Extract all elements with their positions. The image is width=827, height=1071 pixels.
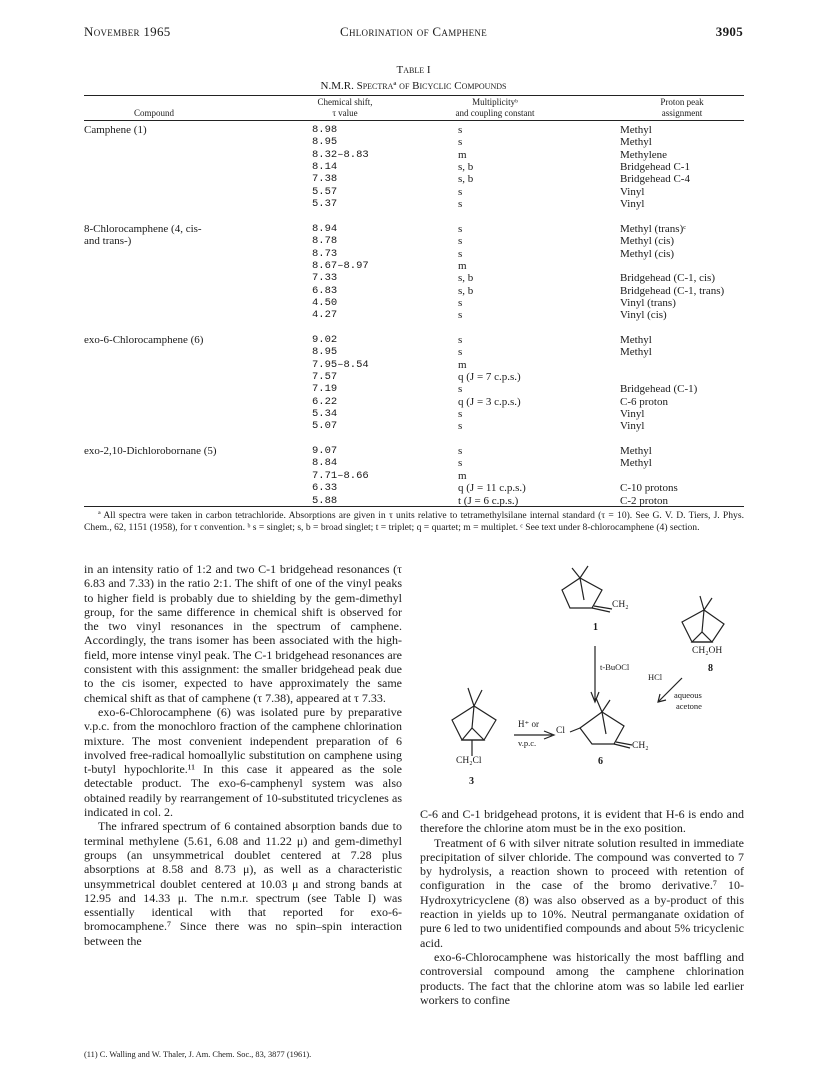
- table-row: [84, 334, 744, 347]
- page-number: 3905: [715, 24, 743, 39]
- cell-assignment: Methyl (cis): [620, 247, 675, 260]
- cell-multiplicity: s: [458, 296, 463, 309]
- scheme-label-ch2-top: CH₂: [612, 600, 629, 610]
- cell-chemical-shift: 6.83: [312, 284, 338, 297]
- table-row: [84, 408, 744, 421]
- cell-assignment: Methyl: [620, 445, 652, 458]
- table-row: [84, 198, 744, 211]
- cell-assignment: Bridgehead (C-1, cis): [620, 272, 715, 285]
- reaction-scheme: [412, 560, 748, 805]
- cell-assignment: Vinyl: [620, 408, 645, 421]
- table-title: N.M.R. Spectraª of Bicyclic Compounds: [320, 80, 507, 92]
- cell-multiplicity: s: [458, 198, 463, 211]
- table-row: [84, 173, 744, 186]
- left-column-text: [84, 562, 402, 948]
- cell-compound: 8-Chlorocamphene (4, cis-: [84, 222, 202, 235]
- scheme-reagent-vpc: v.p.c.: [518, 738, 537, 748]
- cell-chemical-shift: 8.67–8.97: [312, 259, 369, 272]
- scheme-label-ch2oh: CH₂OH: [692, 646, 723, 656]
- cell-chemical-shift: 8.84: [312, 457, 338, 470]
- cell-assignment: Methyl (cis): [620, 235, 675, 248]
- cell-chemical-shift: 7.71–8.66: [312, 469, 369, 482]
- cell-chemical-shift: 7.57: [312, 371, 338, 383]
- cell-multiplicity: q (J = 11 c.p.s.): [458, 482, 526, 495]
- paragraph: in an intensity ratio of 1:2 and two C-1 bridgehead resonances (τ 6.83 and 7.33) in the ratio 2:1. The shift of one of the vinyl peaks to higher field is probably due to shielding by the gem-dimethyl group, for the same difference in chemical shift is observed for the two vinyl resonances in the spectrum of camphene. Accordingly, the trans isomer has been associated with the high-field, more intense vinyl peak. The C-1 bridgehead resonances are consistent with this assignment: the smaller bridgehead peak due to the cis isomer, expected to have approximately the same chemical shift as that of camphene (τ 7.38), appeared at τ 7.33.: [84, 562, 402, 705]
- scheme-label-cl: Cl: [556, 726, 565, 736]
- cell-assignment: Methylene: [620, 148, 668, 161]
- cell-assignment: Vinyl: [620, 198, 645, 211]
- cell-multiplicity: s, b: [458, 284, 474, 297]
- cell-chemical-shift: 8.73: [312, 247, 338, 260]
- cell-assignment: C-2 proton: [620, 494, 668, 507]
- cell-chemical-shift: 5.07: [312, 420, 338, 433]
- cell-compound: exo-6-Chlorocamphene (6): [84, 333, 204, 346]
- table-row: [84, 223, 744, 236]
- cell-multiplicity: s: [458, 457, 463, 470]
- compound-number-6: 6: [598, 756, 603, 767]
- right-column-text: [420, 807, 744, 1007]
- table-row: [84, 433, 744, 446]
- cell-assignment: Bridgehead (C-1): [620, 383, 698, 396]
- table-row: [84, 359, 744, 372]
- paragraph: Treatment of 6 with silver nitrate solution resulted in immediate precipitation of silver chloride. The compound was converted to 7 by hydrolysis, a reaction shown to proceed with retention of configuration in the case of the bromo derivative.⁷ 10-Hydroxytricyclene (8) was also observed as a by-product of this reaction in yields up to 10%. Neutral permanganate oxidation of pure 6 led to two unidentified compounds and about 5% tricyclenic acid.: [420, 835, 744, 950]
- table-row: [84, 346, 744, 359]
- cell-multiplicity: m: [458, 358, 467, 371]
- table-row: [84, 235, 744, 248]
- cell-multiplicity: s: [458, 346, 463, 359]
- cell-chemical-shift: 4.50: [312, 296, 338, 309]
- col-head-mult-line1: Multiplicityᵇ: [472, 97, 518, 107]
- table-row: [84, 210, 744, 223]
- compound-number-1: 1: [593, 622, 598, 633]
- table-top-rule: [84, 95, 744, 96]
- cell-compound: and trans-): [84, 235, 132, 248]
- cell-multiplicity: s: [458, 185, 463, 198]
- table-row: [84, 445, 744, 458]
- col-head-mult-line2: and coupling constant: [455, 108, 535, 118]
- cell-assignment: Vinyl: [620, 185, 645, 198]
- cell-multiplicity: s, b: [458, 161, 474, 174]
- col-head-assign-line1: Proton peak: [660, 97, 704, 107]
- table-row: [84, 124, 744, 137]
- cell-assignment: C-6 proton: [620, 395, 668, 408]
- table-row: [84, 470, 744, 483]
- col-head-compound: Compound: [133, 108, 174, 118]
- cell-assignment: Vinyl: [620, 420, 645, 433]
- cell-chemical-shift: 8.78: [312, 235, 338, 248]
- cell-multiplicity: q (J = 7 c.p.s.): [458, 371, 521, 383]
- scheme-reagent-acetone: acetone: [676, 701, 702, 711]
- cell-chemical-shift: 5.57: [312, 185, 338, 198]
- table-row: [84, 457, 744, 470]
- cell-chemical-shift: 7.95–8.54: [312, 358, 369, 371]
- scheme-reagent-tbuocl: t-BuOCl: [600, 662, 630, 672]
- cell-assignment: Methyl: [620, 457, 652, 470]
- cell-multiplicity: s: [458, 124, 463, 136]
- cell-multiplicity: s: [458, 420, 463, 433]
- cell-chemical-shift: 4.27: [312, 309, 338, 322]
- cell-chemical-shift: 8.95: [312, 346, 338, 359]
- camphene-structure-1: [562, 566, 612, 612]
- tricyclene-structure-8: [682, 596, 724, 642]
- running-header-date: November 1965: [84, 24, 171, 39]
- cell-multiplicity: s: [458, 333, 463, 346]
- cell-chemical-shift: 6.33: [312, 482, 338, 495]
- col-head-shift: [290, 97, 400, 119]
- cell-multiplicity: s: [458, 235, 463, 248]
- camphene-structure-6: [570, 698, 632, 748]
- cell-multiplicity: m: [458, 259, 467, 272]
- cell-assignment: Vinyl (trans): [620, 296, 676, 309]
- scheme-reagent-hplus: H⁺ or: [518, 719, 539, 729]
- scheme-label-ch2-bottom: CH₂: [632, 741, 649, 751]
- cell-multiplicity: s: [458, 222, 463, 235]
- cell-multiplicity: s: [458, 247, 463, 260]
- scheme-structures: [412, 560, 748, 805]
- cell-chemical-shift: 7.19: [312, 383, 338, 396]
- tricyclene-structure-3: [452, 688, 496, 756]
- cell-compound: Camphene (1): [84, 124, 147, 136]
- cell-chemical-shift: 5.37: [312, 198, 338, 211]
- table-row: [84, 136, 744, 149]
- cell-chemical-shift: 5.88: [312, 494, 338, 507]
- cell-assignment: Bridgehead (C-1, trans): [620, 284, 725, 297]
- table-row: [84, 396, 744, 409]
- cell-multiplicity: s: [458, 445, 463, 458]
- table-row: [84, 285, 744, 298]
- cell-chemical-shift: 8.95: [312, 136, 338, 149]
- col-head-assign-line2: assignment: [661, 108, 703, 118]
- cell-chemical-shift: 7.38: [312, 173, 338, 186]
- cell-assignment: Vinyl (cis): [620, 309, 667, 322]
- cell-chemical-shift: 8.32–8.83: [312, 148, 369, 161]
- col-head-shift-line2: τ value: [332, 108, 358, 118]
- table-row: [84, 371, 744, 384]
- cell-chemical-shift: 6.22: [312, 395, 338, 408]
- cell-multiplicity: q (J = 3 c.p.s.): [458, 395, 521, 408]
- table-row: [84, 260, 744, 273]
- cell-assignment: Methyl: [620, 333, 652, 346]
- cell-assignment: Methyl: [620, 136, 652, 149]
- table-row: [84, 309, 744, 322]
- cell-assignment: Methyl (trans)ᶜ: [620, 222, 687, 235]
- cell-multiplicity: m: [458, 469, 467, 482]
- table-row: [84, 248, 744, 261]
- col-head-shift-line1: Chemical shift,: [317, 97, 373, 107]
- cell-chemical-shift: 8.14: [312, 161, 338, 174]
- scheme-label-ch2cl: CH₂Cl: [456, 756, 482, 766]
- paragraph: The infrared spectrum of 6 contained absorption bands due to terminal methylene (5.61, 6.08 and 11.22 μ) and gem-dimethyl groups (an unsymmetrical doublet centered at 7.28 plus absorptions at 8.58 and 8.73 μ), as well as a characteristic unsymmetrical doublet centered at 10.03 μ and strong bands at 12.95 and 14.33 μ. The n.m.r. spectrum (see Table I) was essentially identical with that reported for exo-6-bromocamphene.⁷ Since there was no spin–spin interaction between the: [84, 819, 402, 948]
- table-row: [84, 272, 744, 285]
- table-bottom-rule: [84, 506, 744, 507]
- col-head-assignment: [620, 97, 744, 119]
- cell-assignment: Methyl: [620, 124, 652, 136]
- cell-multiplicity: t (J = 6 c.p.s.): [458, 494, 519, 507]
- compound-number-3: 3: [469, 776, 474, 787]
- col-head-multiplicity: [420, 97, 570, 119]
- cell-compound: exo-2,10-Dichlorobornane (5): [84, 445, 217, 458]
- cell-chemical-shift: 9.07: [312, 445, 338, 458]
- table-row: [84, 297, 744, 310]
- cell-assignment: Bridgehead C-1: [620, 161, 690, 174]
- cell-multiplicity: s: [458, 309, 463, 322]
- table-row: [84, 186, 744, 199]
- cell-chemical-shift: 8.98: [312, 124, 338, 136]
- cell-multiplicity: s, b: [458, 272, 474, 285]
- cell-chemical-shift: 5.34: [312, 408, 338, 421]
- table-row: [84, 322, 744, 335]
- table-row: [84, 420, 744, 433]
- cell-multiplicity: s: [458, 136, 463, 149]
- scheme-reagent-aqueous: aqueous: [674, 690, 702, 700]
- paragraph: exo-6-Chlorocamphene (6) was isolated pure by preparative v.p.c. from the monochloro fraction of the camphene chlorination mixture. The most convenient independent preparation of 6 involved free-radical homoallylic substitution on camphene using t-butyl hypochlorite.¹¹ In this case it appeared as the sole detectable product. The exo-6-camphenyl system was also obtained readily by rearrangement of 10-substituted tricyclenes as indicated in col. 2.: [84, 704, 402, 820]
- cell-multiplicity: m: [458, 148, 467, 161]
- table-footnote: ª All spectra were taken in carbon tetrachloride. Absorptions are given in τ units relative to tetramethylsilane internal standard (τ = 10). See G. V. D. Tiers, J. Phys. Chem., 62, 1151 (1958), for τ convention. ᵇ s = singlet; s, b = broad singlet; t = triplet; q = quartet; m = multiplet. ᶜ See text under 8-chlorocamphene (4) section.: [84, 510, 744, 533]
- table-row: [84, 482, 744, 495]
- cell-chemical-shift: 9.02: [312, 333, 338, 346]
- table-row: [84, 161, 744, 174]
- cell-multiplicity: s, b: [458, 173, 474, 186]
- paragraph: C-6 and C-1 bridgehead protons, it is evident that H-6 is endo and therefore the chlorine atom must be in the exo position.: [420, 807, 744, 836]
- cell-assignment: Bridgehead C-4: [620, 173, 690, 186]
- cell-multiplicity: s: [458, 383, 463, 396]
- cell-assignment: C-10 protons: [620, 482, 678, 495]
- cell-chemical-shift: 7.33: [312, 272, 338, 285]
- cell-chemical-shift: 8.94: [312, 222, 338, 235]
- table-header-rule: [84, 120, 744, 121]
- paragraph: exo-6-Chlorocamphene was historically the most baffling and controversial compound among the camphene chlorination products. The fact that the chlorine atom was so labile led earlier workers to confine: [420, 949, 744, 1007]
- cell-assignment: Methyl: [620, 346, 652, 359]
- reference-footnote: (11) C. Walling and W. Thaler, J. Am. Chem. Soc., 83, 3877 (1961).: [84, 1050, 312, 1059]
- table-number: Table I: [396, 64, 431, 76]
- scheme-reagent-hcl: HCl: [648, 672, 663, 682]
- table-row: [84, 383, 744, 396]
- running-header-title: Chlorination of Camphene: [339, 24, 488, 39]
- table-row: [84, 149, 744, 162]
- cell-multiplicity: s: [458, 408, 463, 421]
- compound-number-8: 8: [708, 663, 713, 674]
